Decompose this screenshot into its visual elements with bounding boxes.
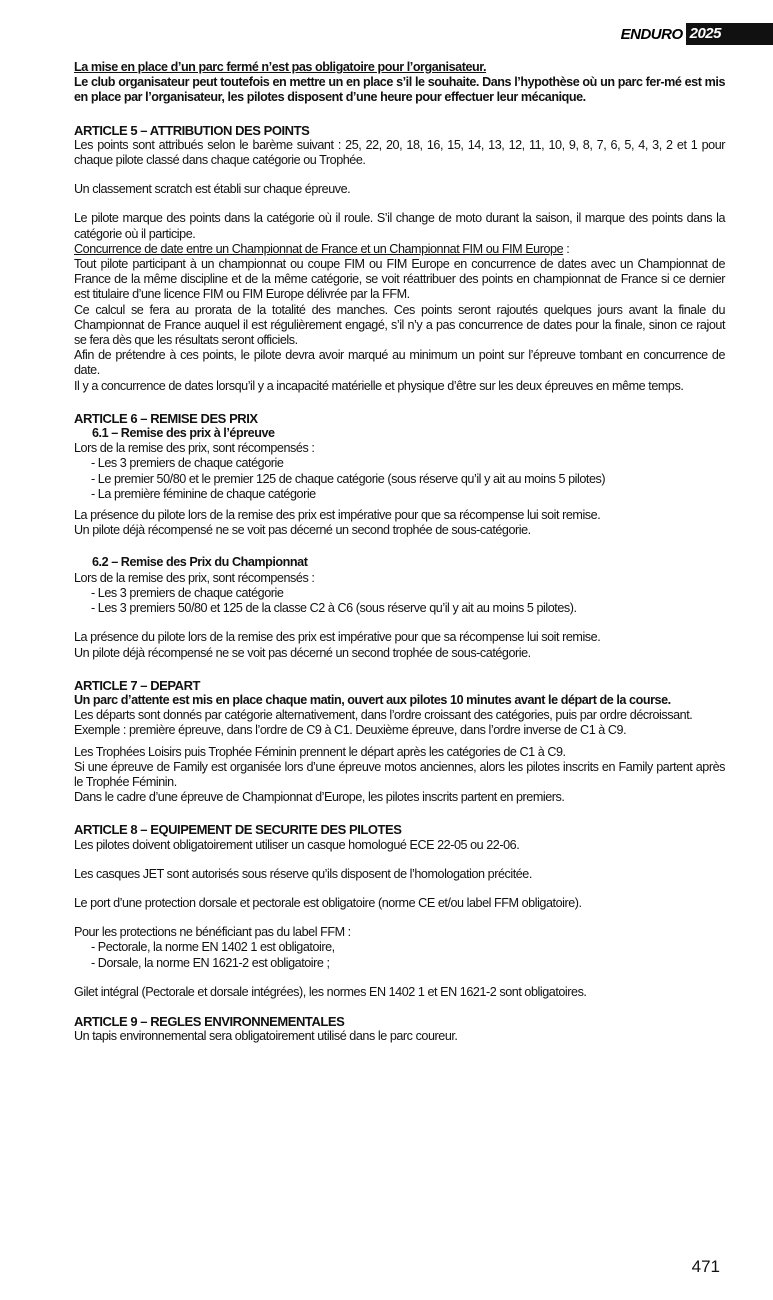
article-6-2-intro: Lors de la remise des prix, sont récompensés : bbox=[74, 570, 315, 585]
article-5-p5: Tout pilote participant à un championnat ou coupe FIM ou FIM Europe en concurrence de dates avec un Championnat de France de la même discipline et de la même catégorie, se voit réattribuer des points en championnat de France si ce dernier est titulaire d’une licence FIM ou FIM Europe délivrée par la FFM. bbox=[74, 257, 725, 302]
article-7-p4: Si une épreuve de Family est organisée lors d’une épreuve motos anciennes, alors les pilotes inscrits en Family partent après le Trophée Féminin. bbox=[74, 759, 725, 789]
article-7-p3: Les Trophées Loisirs puis Trophée Féminin prennent le départ après les catégories de C1 à C9. bbox=[74, 744, 566, 759]
list-item: - Pectorale, la norme EN 1402 1 est obligatoire, bbox=[91, 940, 335, 955]
article-6-1-title: 6.1 – Remise des prix à l’épreuve bbox=[92, 426, 275, 441]
header-tag bbox=[621, 23, 773, 45]
article-5-p3: Le pilote marque des points dans la catégorie où il roule. S’il change de moto durant la saison, il marque des points dans la catégorie où il participe. bbox=[74, 211, 725, 241]
article-7-p1: Les départs sont donnés par catégorie alternativement, dans l’ordre croissant des catégories, puis par ordre décroissant. bbox=[74, 708, 693, 723]
intro-bold: Le club organisateur peut toutefois en mettre un en place s’il le souhaite. Dans l’hypothèse où un parc fer-mé est mis en place par l’organisateur, les pilotes disposent d’une heure pour effectuer leur mécanique. bbox=[74, 75, 725, 105]
list-item: - Dorsale, la norme EN 1621-2 est obligatoire ; bbox=[91, 955, 330, 970]
article-6-title: ARTICLE 6 – REMISE DES PRIX bbox=[74, 410, 258, 426]
article-9-p1: Un tapis environnemental sera obligatoirement utilisé dans le parc coureur. bbox=[74, 1029, 458, 1044]
article-6-1-note1: La présence du pilote lors de la remise des prix est impérative pour que sa récompense lui soit remise. bbox=[74, 508, 601, 523]
intro-underline: La mise en place d’un parc fermé n’est pas obligatoire pour l’organisateur. bbox=[74, 60, 487, 74]
article-8-p3: Le port d’une protection dorsale et pectorale est obligatoire (norme CE et/ou label FFM obligatoire). bbox=[74, 895, 582, 910]
article-7-p5: Dans le cadre d’une épreuve de Championnat d’Europe, les pilotes inscrits partent en premiers. bbox=[74, 790, 565, 805]
article-5-p6: Ce calcul se fera au prorata de la totalité des manches. Ces points seront rajoutés quelques jours avant la finale du Championnat de France auquel il est régulièrement engagé, s’il n’y a pas concurrence de dates pour la finale, sinon ce rajout se fera dès que les résultats seront officiels. bbox=[74, 302, 725, 348]
year-badge: 2025 bbox=[686, 23, 773, 45]
article-5-p4-colon: : bbox=[563, 241, 570, 256]
article-8-p4: Pour les protections ne bénéficiant pas du label FFM : bbox=[74, 925, 351, 940]
article-7-title: ARTICLE 7 – DEPART bbox=[74, 677, 201, 693]
article-7-bold: Un parc d’attente est mis en place chaque matin, ouvert aux pilotes 10 minutes avant le départ de la course. bbox=[74, 692, 671, 707]
article-8-title: ARTICLE 8 – EQUIPEMENT DE SECURITE DES PILOTES bbox=[74, 822, 402, 838]
list-item: - La première féminine de chaque catégorie bbox=[91, 486, 316, 501]
document-body bbox=[74, 60, 725, 1044]
article-6-2-title: 6.2 – Remise des Prix du Championnat bbox=[92, 555, 308, 570]
article-8-p2: Les casques JET sont autorisés sous réserve qu’ils disposent de l’homologation précitée. bbox=[74, 866, 532, 881]
article-6-2-note2: Un pilote déjà récompensé ne se voit pas décerné un second trophée de sous-catégorie. bbox=[74, 645, 531, 660]
article-6-1-intro: Lors de la remise des prix, sont récompensés : bbox=[74, 441, 315, 456]
article-5-title: ARTICLE 5 – ATTRIBUTION DES POINTS bbox=[74, 122, 310, 138]
brand-label: ENDURO bbox=[620, 25, 683, 43]
page-number: 471 bbox=[691, 1257, 720, 1276]
article-8-p5: Gilet intégral (Pectorale et dorsale intégrées), les normes EN 1402 1 et EN 1621-2 sont obligatoires. bbox=[74, 984, 587, 999]
article-5-p2: Un classement scratch est établi sur chaque épreuve. bbox=[74, 182, 351, 197]
article-5-p1: Les points sont attribués selon le barème suivant : 25, 22, 20, 18, 16, 15, 14, 13, 12, 11, 10, 9, 8, 7, 6, 5, 4, 3, 2 et 1 pour chaque pilote classé dans chaque catégorie ou Trophée. bbox=[74, 137, 725, 168]
list-item: - Les 3 premiers de chaque catégorie bbox=[91, 585, 284, 600]
article-9-title: ARTICLE 9 – REGLES ENVIRONNEMENTALES bbox=[74, 1013, 345, 1029]
article-5-p8: Il y a concurrence de dates lorsqu’il y a incapacité matérielle et physique d’être sur les deux épreuves en même temps. bbox=[74, 378, 684, 393]
list-item: - Les 3 premiers de chaque catégorie bbox=[91, 456, 284, 471]
list-item: - Le premier 50/80 et le premier 125 de chaque catégorie (sous réserve qu’il y ait au moins 5 pilotes) bbox=[91, 471, 606, 486]
article-5-p4-underline: Concurrence de date entre un Championnat de France et un Championnat FIM ou FIM Europe bbox=[74, 241, 564, 256]
article-5-p4 bbox=[74, 242, 725, 257]
list-item: - Les 3 premiers 50/80 et 125 de la classe C2 à C6 (sous réserve qu’il y ait au moins 5 pilotes). bbox=[91, 601, 577, 616]
article-6-2-note1: La présence du pilote lors de la remise des prix est impérative pour que sa récompense lui soit remise. bbox=[74, 630, 601, 645]
article-7-p2: Exemple : première épreuve, dans l’ordre de C9 à C1. Deuxième épreuve, dans l’ordre inverse de C1 à C9. bbox=[74, 723, 627, 738]
article-8-p1: Les pilotes doivent obligatoirement utiliser un casque homologué ECE 22-05 ou 22-06. bbox=[74, 837, 520, 852]
article-6-1-note2: Un pilote déjà récompensé ne se voit pas décerné un second trophée de sous-catégorie. bbox=[74, 523, 531, 538]
article-5-p7: Afin de prétendre à ces points, le pilote devra avoir marqué au minimum un point sur l’épreuve tombant en concurrence de date. bbox=[74, 348, 725, 378]
